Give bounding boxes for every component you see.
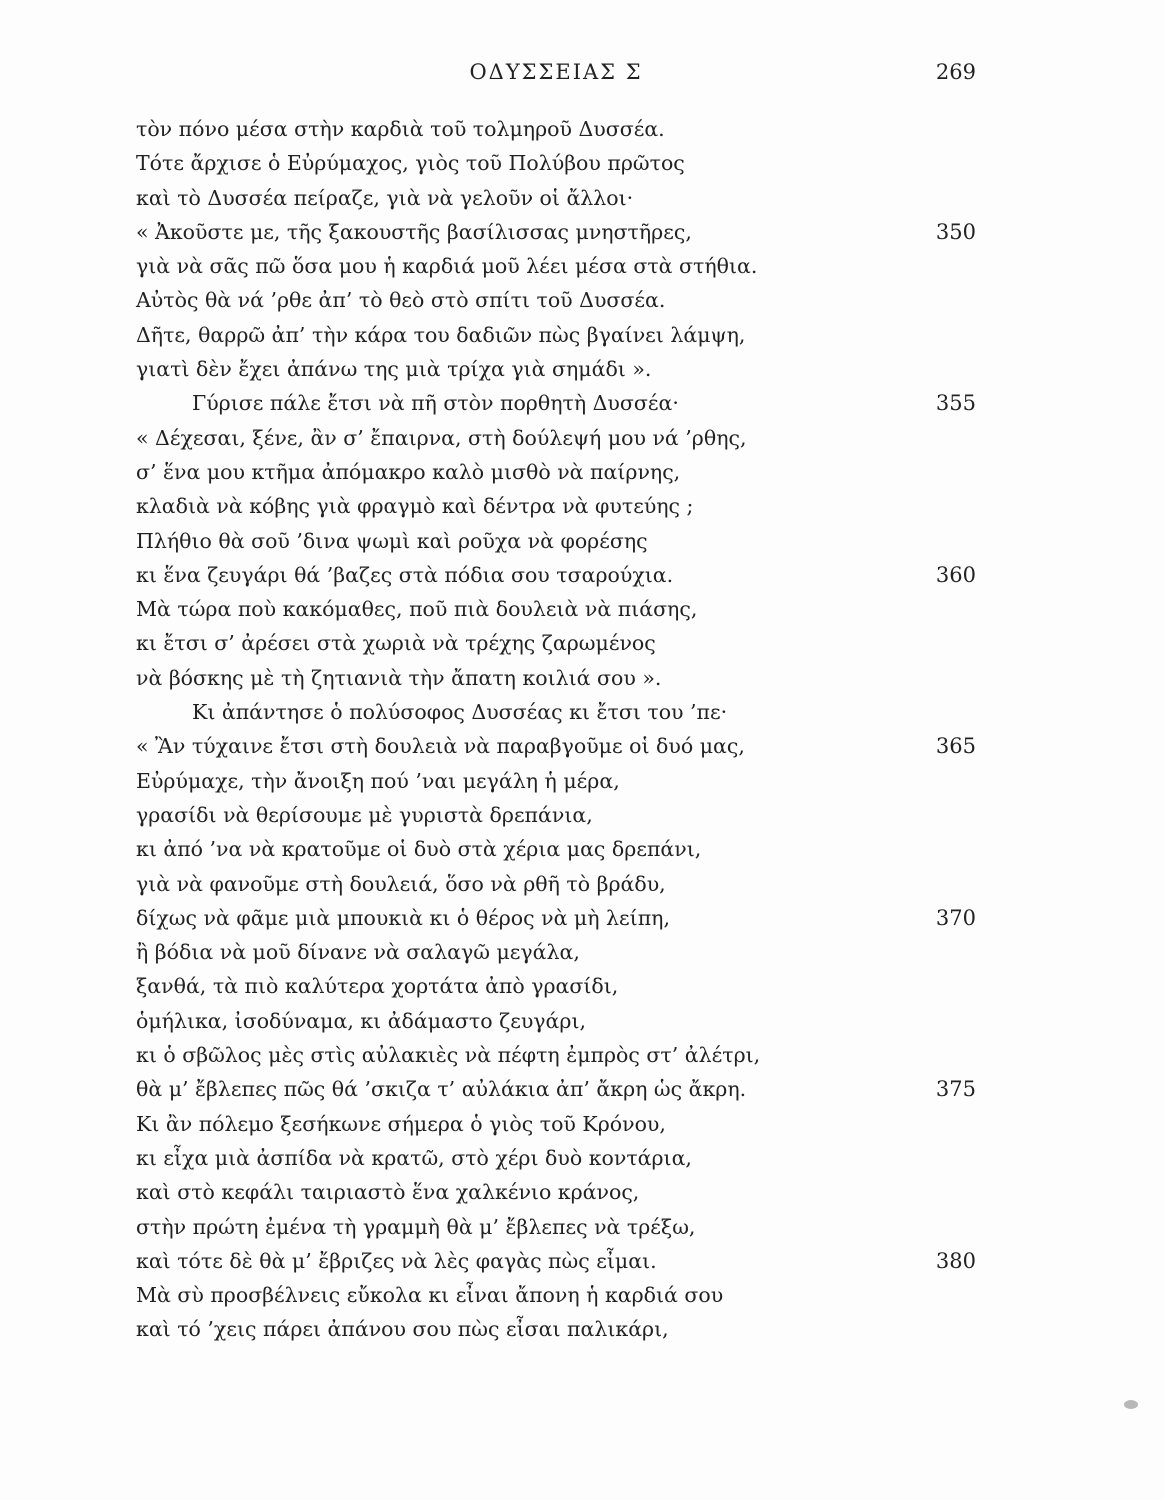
verse-line [136, 489, 976, 523]
verse-line [136, 112, 976, 146]
verse-block [136, 112, 976, 1347]
verse-line [136, 764, 976, 798]
line-number: 380 [935, 1248, 976, 1273]
verse-line [136, 661, 976, 695]
verse-line [136, 352, 976, 386]
verse-text: καὶ τό ’χεις πάρει ἀπάνου σου πὼς εἶσαι παλικάρι, [136, 1317, 669, 1342]
verse-line [136, 1210, 976, 1244]
verse-line [136, 318, 976, 352]
line-number: 370 [935, 905, 976, 930]
verse-line [136, 421, 976, 455]
verse-line [136, 729, 976, 763]
line-number: 350 [935, 219, 976, 244]
verse-line [136, 283, 976, 317]
line-number: 355 [935, 391, 976, 416]
verse-text: σ’ ἕνα μου κτῆμα ἀπόμακρο καλὸ μισθὸ νὰ παίρνης, [136, 459, 681, 484]
verse-text: τὸν πόνο μέσα στὴν καρδιὰ τοῦ τολμηροῦ Δυσσέα. [136, 117, 665, 141]
running-title: ΟΔΥΣΣΕΙΑΣ Σ [469, 60, 643, 84]
verse-line [136, 146, 976, 180]
verse-text: καὶ στὸ κεφάλι ταιριαστὸ ἕνα χαλκένιο κράνος, [136, 1180, 640, 1205]
verse-line [136, 558, 976, 592]
verse-line [136, 524, 976, 558]
verse-text: γιὰ νὰ φανοῦμε στὴ δουλειά, ὅσο νὰ ρθῆ τὸ βράδυ, [136, 871, 666, 896]
verse-text: γιὰ νὰ σᾶς πῶ ὅσα μου ἡ καρδιά μοῦ λέει μέσα στὰ στήθια. [136, 254, 758, 279]
verse-text: στὴν πρώτη ἐμένα τὴ γραμμὴ θὰ μ’ ἔβλεπες νὰ τρέξω, [136, 1214, 696, 1239]
verse-text: γιατὶ δὲν ἔχει ἀπάνω της μιὰ τρίχα γιὰ σημάδι ». [136, 357, 652, 382]
verse-text: Δῆτε, θαρρῶ ἀπ’ τὴν κάρα του δαδιῶν πὼς βγαίνει λάμψη, [136, 322, 746, 347]
line-number: 360 [935, 562, 976, 587]
verse-text: γρασίδι νὰ θερίσουμε μὲ γυριστὰ δρεπάνια, [136, 802, 593, 827]
verse-line [136, 1244, 976, 1278]
verse-line [136, 181, 976, 215]
verse-line [136, 798, 976, 832]
verse-text: ἢ βόδια νὰ μοῦ δίνανε νὰ σαλαγῶ μεγάλα, [136, 940, 580, 965]
line-number: 375 [935, 1077, 976, 1102]
verse-text: Γύρισε πάλε ἔτσι νὰ πῆ στὸν πορθητὴ Δυσσέα· [192, 391, 679, 416]
verse-text: Αὐτὸς θὰ νά ’ρθε ἀπ’ τὸ θεὸ στὸ σπίτι τοῦ Δυσσέα. [136, 288, 666, 313]
verse-line [136, 1004, 976, 1038]
verse-line [136, 695, 976, 729]
verse-line [136, 969, 976, 1003]
verse-text: κι ἀπό ’να νὰ κρατοῦμε οἱ δυὸ στὰ χέρια μας δρεπάνι, [136, 837, 702, 862]
verse-line [136, 215, 976, 249]
line-number: 365 [935, 734, 976, 759]
verse-text: ὁμήλικα, ἰσοδύναμα, κι ἀδάμαστο ζευγάρι, [136, 1008, 586, 1033]
verse-line [136, 1038, 976, 1072]
verse-text: Μὰ σὺ προσβέλνεις εὔκολα κι εἶναι ἄπονη ἡ καρδιά σου [136, 1283, 724, 1308]
running-head [136, 52, 976, 92]
verse-line [136, 1072, 976, 1106]
verse-line [136, 1175, 976, 1209]
verse-text: νὰ βόσκης μὲ τὴ ζητιανιὰ τὴν ἄπατη κοιλιά σου ». [136, 665, 662, 690]
verse-text: καὶ τὸ Δυσσέα πείραζε, γιὰ νὰ γελοῦν οἱ ἄλλοι· [136, 185, 634, 210]
verse-line [136, 1278, 976, 1312]
verse-text: Μὰ τώρα ποὺ κακόμαθες, ποῦ πιὰ δουλειὰ νὰ πιάσης, [136, 597, 698, 622]
verse-text: ξανθά, τὰ πιὸ καλύτερα χορτάτα ἀπὸ γρασίδι, [136, 974, 619, 999]
verse-line [136, 455, 976, 489]
verse-text: κι ὁ σβῶλος μὲς στὶς αὐλακιὲς νὰ πέφτη ἐμπρὸς στ’ ἀλέτρι, [136, 1043, 761, 1068]
verse-line [136, 832, 976, 866]
verse-text: « Ἂν τύχαινε ἔτσι στὴ δουλειὰ νὰ παραβγοῦμε οἱ δυό μας, [136, 734, 745, 759]
verse-text: κι ἕνα ζευγάρι θά ’βαζες στὰ πόδια σου τσαρούχια. [136, 562, 674, 587]
ink-smudge [1124, 1400, 1138, 1409]
verse-line [136, 867, 976, 901]
verse-line [136, 249, 976, 283]
page-number: 269 [935, 60, 976, 84]
verse-text: « Ἀκοῦστε με, τῆς ξακουστῆς βασίλισσας μνηστῆρες, [136, 219, 692, 244]
verse-line [136, 935, 976, 969]
verse-line [136, 1107, 976, 1141]
verse-line [136, 1141, 976, 1175]
verse-text: θὰ μ’ ἔβλεπες πῶς θά ’σκιζα τ’ αὐλάκια ἀπ’ ἄκρη ὡς ἄκρη. [136, 1077, 747, 1102]
verse-text: δίχως νὰ φᾶμε μιὰ μπουκιὰ κι ὁ θέρος νὰ μὴ λείπη, [136, 905, 670, 930]
verse-line [136, 386, 976, 420]
verse-line [136, 592, 976, 626]
verse-line [136, 626, 976, 660]
verse-text: « Δέχεσαι, ξένε, ἂν σ’ ἔπαιρνα, στὴ δούλεψή μου νά ’ρθης, [136, 425, 747, 450]
verse-text: Πλήθιο θὰ σοῦ ’δινα ψωμὶ καὶ ροῦχα νὰ φορέσης [136, 528, 648, 553]
verse-text: κι εἶχα μιὰ ἀσπίδα νὰ κρατῶ, στὸ χέρι δυὸ κοντάρια, [136, 1145, 692, 1170]
verse-text: Κι ἂν πόλεμο ξεσήκωνε σήμερα ὁ γιὸς τοῦ Κρόνου, [136, 1111, 666, 1136]
verse-text: Εὐρύμαχε, τὴν ἄνοιξη πού ’ναι μεγάλη ἡ μέρα, [136, 768, 620, 793]
verse-text: κλαδιὰ νὰ κόβης γιὰ φραγμὸ καὶ δέντρα νὰ φυτεύης ; [136, 494, 694, 519]
verse-text: καὶ τότε δὲ θὰ μ’ ἔβριζες νὰ λὲς φαγὰς πὼς εἶμαι. [136, 1248, 657, 1273]
verse-line [136, 1312, 976, 1346]
verse-line [136, 901, 976, 935]
verse-text: Τότε ἄρχισε ὁ Εὐρύμαχος, γιὸς τοῦ Πολύβου πρῶτος [136, 151, 685, 176]
verse-text: κι ἔτσι σ’ ἀρέσει στὰ χωριὰ νὰ τρέχης ζαρωμένος [136, 631, 656, 656]
verse-text: Κι ἀπάντησε ὁ πολύσοφος Δυσσέας κι ἔτσι του ’πε· [192, 700, 728, 725]
